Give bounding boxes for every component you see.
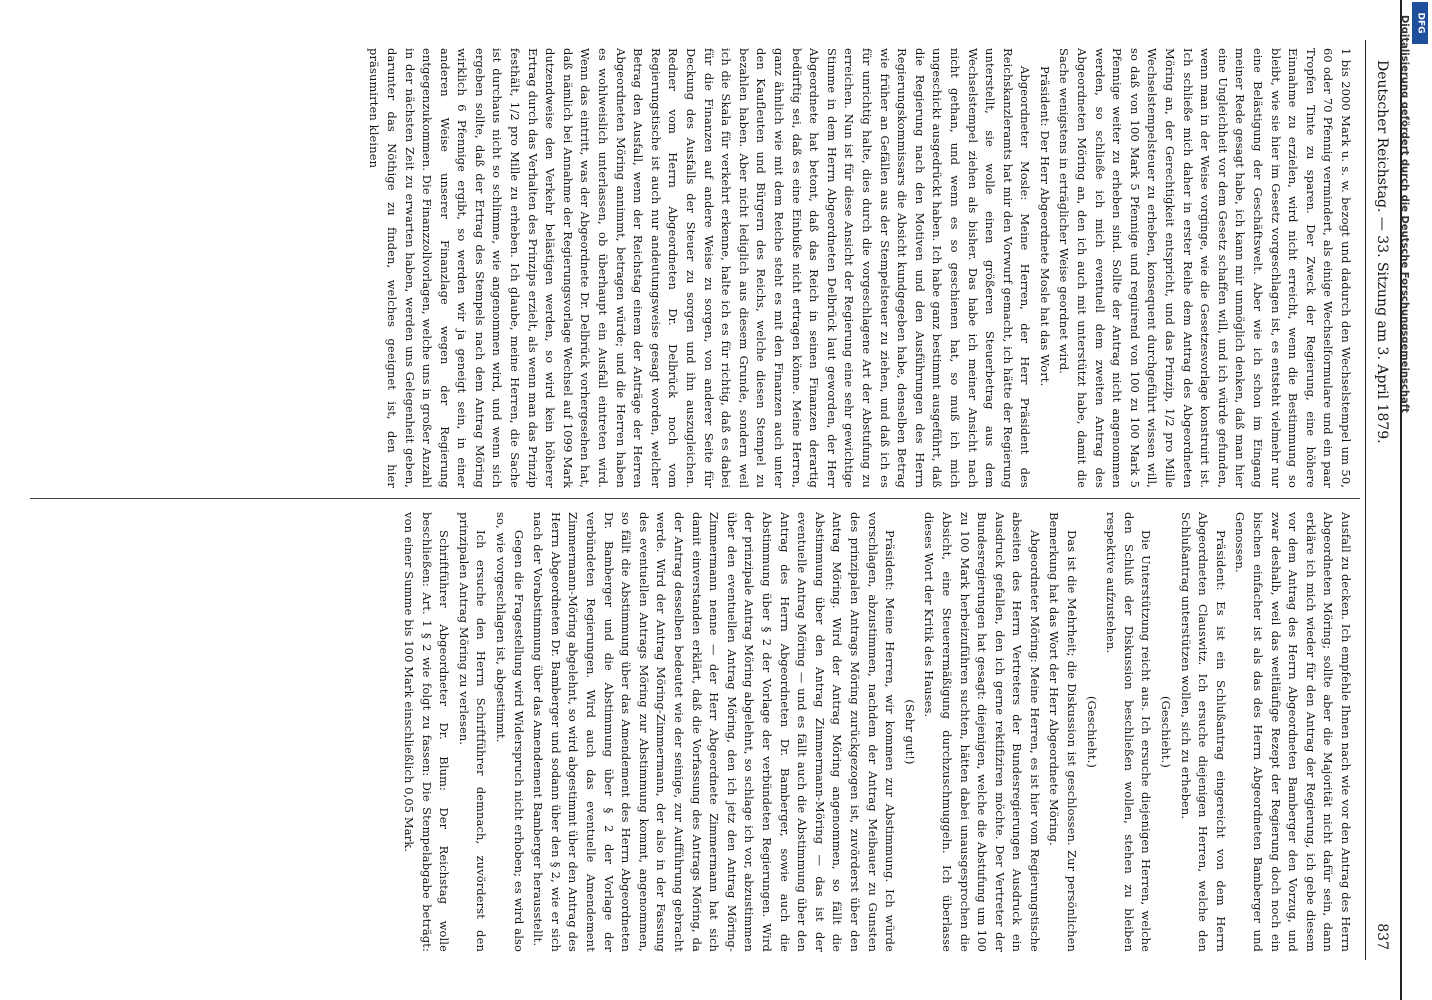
paragraph: Die Unterstützung reicht aus. Ich ersuche diejenigen Herren, welche den Schluß der Diskussion beschließen wollen, stehen zu bleiben respektive aufzustehen. xyxy=(1104,512,1154,952)
paragraph: Abgeordneter Mosle: Meine Herren, der Herr Präsident des Reichskanzleramts hat mir den Vorwurf gemacht, ich hätte der Regierung unterstellt, sie wolle einen größeren Steuerbetrag aus dem Wechselstempel ziehen als bisher. Das habe ich meiner Ansicht nach nicht gethan, und wenn es so geschienen hat, so muß ich mich ungeschickt ausgedrückt haben. Ich habe ganz bestimmt ausgeführt, daß die Regierung nach den Motiven und den Ausführungen des Herrn Regierungskommissars die Absicht kundgegeben habe, denselben Betrag wie früher an Gefällen aus der Stempelsteuer zu ziehen, und daß ich es für unrichtig halte, dies durch die vorgeschlagene Art der Abstufung zu erreichen. Nun ist für diese Ansicht der Regierung eine sehr gewichtige Stimme in dem Herrn Abgeordneten Delbrück laut geworden, der Herr Abgeordnete hat betont, daß das Reich in seinen Finanzen derartig bedürftig sei, daß es eine Einbuße nicht ertragen könne. Meine Herren, ganz ähnlich wie mit dem Reiche steht es mit den Finanzen auch unter den Kaufleuten und Bürgern des Reichs, welche diesen Stempel zu bezahlen haben. Aber nicht lediglich aus diesem Grunde, sondern weil ich die Skala für verkehrt erkenne, halte ich es für richtig, daß es dabei für die Finanzen auf andere Weise zu sorgen, von anderer Seite für Deckung des Ausfalls der Steuer zu sorgen und ihn auszugleichen. Redner vom Herrn Abgeordneten Dr. Delbrück noch vom Regierungstische ist auch nur andeutungsweise gesagt worden, welcher Betrag den Ausfall, wenn der Reichstag einem der Anträge der Herren Abgeordneten Möring annimmt, betragen würde; und die Herren haben es wohlweislich unterlassen, ob überhaupt ein Ausfall eintreten wird. Wenn das eintritt, was der Abgeordnete Dr. Delbrück vorhergesehen hat, daß nämlich bei Annahme der Regierungsvorlage Wechsel auf 1099 Mark dutzendweise den Verkehr belästigen werden, so wird kein höherer Ertrag durch das Verhalten des Prinzips erzielt, als wenn man das Prinzip festhält, 1/2 pro Mille zu erheben. Ich glaube, meine Herren, die Sache ist durchaus nicht so schlimme, wie angenommen wird, und wenn sich ergeben sollte, daß der Ertrag des Stempels nach dem Antrag Möring wirklich 6 Pfennige ergibt, so werden wir ja geneigt sein, in einer anderen Weise unserer Finanzlage wegen der Regierung entgegenzukommen. Die Finanzzollvorlagen, welche uns in großer Anzahl in der nächsten Zeit zu erwarten haben, werden uns Gelegenheit geben, darunter das Nöthige zu finden, welches geeignet ist, den hier präsumirten kleinen xyxy=(367,48,1033,488)
dfg-logo: DFG xyxy=(1412,2,1428,44)
paragraph: Präsident: Es ist ein Schlußantrag eingereicht von dem Herrn Abgeordneten Clauswitz. Ich ersuche diejenigen Herren, welche den Schlußantrag unterstützen wollen, sich zu erheben. xyxy=(1178,512,1228,952)
paragraph: Präsident: Meine Herren, wir kommen zur Abstimmung. Ich würde vorschlagen, abzustimmen, nachdem der Antrag Meibauer zu Gunsten des prinzipalen Antrags Möring zurückgezogen ist, zuvörderst über den Antrag Möring. Wird der Antrag Möring angenommen, so fällt die Abstimmung über den Antrag Zimmermann-Möring — das ist der eventuelle Antrag Möring — und es fällt auch die Abstimmung über den Antrag des Herrn Abgeordneten Dr. Bamberger, sowie auch die Abstimmung über § 2 der Vorlage der verbündeten Regierungen. Wird der prinzipale Antrag Möring abgelehnt, so schlage ich vor, abzustimmen über den eventuellen Antrag Möring, den ich jetz den Antrag Möring-Zimmermann nenne — der Herr Abgeordnete Zimmermann hat sich damit einverstanden erklärt, daß die Vorfassung des Antrags Möring, da der Antrag desselben bedeutet wie der seinige, zur Aufführung gebracht werde. Wird der Antrag Möring-Zimmermann, der also in der Fassung des eventuellen Antrags Möring zur Abstimmung kommt, angenommen, so fällt die Abstimmung über das Amendement des Herrn Abgeordneten Dr. Bamberger und die Abstimmung über § 2 der Vorlage der verbündeten Regierungen. Wird auch das eventuelle Amendement Zimmermann-Möring abgelehnt, so wird abgestimmt über den Antrag des Herrn Abgeordneten Dr. Bamberger und sodann über den § 2, wie er sich nach der Vorabstimmung über das Amendement Bamberger herausstellt. xyxy=(531,512,898,952)
paragraph: 1 bis 2000 Mark u. s. w. bezogt und dadurch den Wechselstempel um 50, 60 oder 70 Pfennig vermindert, als einige Wechselformulare und ein paar Tropfen Tinte zu sparen. Der Zweck der Regierung, eine höhere Einnahme zu erzielen, wird nicht erreicht, wenn die Bestimmung so bleibt, wie sie hier im Gesetz vorgeschlagen ist, es entsteht vielmehr nur eine Belästigung der Geschäftswelt. Aber wie ich schon im Eingang meiner Rede gesagt habe, ich kann mir unmöglich denken, daß man hier eine Ungleichheit vor dem Gesetz schaffen will, und ich würde gefunden, wenn man in der Weise vorginge, wie die Gesetzesvorlage konstruirt ist. Ich schließe mich daher in erster Reihe dem Antrag des Abgeordneten Möring an, der Gerechtigkeit entspricht, und das Prinzip, 1/2 pro Mille Wechselstempelsteuer zu erheben, konsequent durchgeführt wissen will, so daß von 100 Mark 5 Pfennige und reguirend von 100 zu 100 Mark 5 Pfennige weiter zu erheben sind. Sollte der Antrag nicht angenommen werden, so schließe ich mich eventuell dem zweiten Antrag des Abgeordneten Möring an, den ich auch mit unterstützt habe, damit die Sache wenigstens in erträglicher Weise geordnet wird. xyxy=(1057,48,1353,488)
page-header xyxy=(1365,40,1396,960)
page-number: 837 xyxy=(1374,923,1390,950)
paragraph: Ausfall zu decken. Ich empfehle Ihnen nach wie vor den Antrag des Herrn Abgeordneten Möring; sollte aber die Majorität nicht dafür sein, dann erkläre ich mich wieder für den Antrag der Regierung, ich gebe diesem vor dem Antrag des Herrn Abgeordneten Bamberger den Vorzug, und zwar deshalb, weil das weitläufige Rezept der Regierung doch noch ein bischen einfacher ist als das des Herrn Abgeordneten Bamberger und Genossen. xyxy=(1233,512,1353,952)
paragraph: (Geschieht.) xyxy=(1159,695,1174,768)
rotated-document xyxy=(16,40,1396,960)
digitization-credit: Digitalisierung gefördert durch die Deutsche Forschungsgemeinschaft xyxy=(1399,15,1410,413)
paragraph: Das ist die Mehrheit; die Diskussion ist geschlossen. Zur persönlichen Bemerkung hat das Wort der Herr Abgeordnete Möring. xyxy=(1047,512,1080,952)
paragraph: Ich ersuche den Herrn Schriftführer demnach, zuvörderst den prinzipalen Antrag Möring zu verlesen. xyxy=(456,512,489,952)
paragraph: Präsident: Der Herr Abgeordnete Mosle hat das Wort. xyxy=(1037,66,1052,387)
column-divider xyxy=(30,498,1360,499)
left-column xyxy=(363,48,1354,488)
paragraph: Gegen die Fragestellung wird Widerspruch nicht erhoben; es wird also so, wie vorgeschlagen ist, abgestimmt. xyxy=(494,512,526,952)
paragraph: (Sehr gut!) xyxy=(902,699,917,765)
paragraph: Abgeordneter Möring: Meine Herren, es ist hier vom Regierungstische abseiten des Herrn Vertreters der Bundesregierungen Ausdruck ein Ausdruck gefallen, den ich gerne rektifiziren möchte. Der Vertreter der Bundesregierungen hat gesagt: diejenigen, welche die Abstufung um 100 zu 100 Mark herbeizuführen suchten, hätten dabei unausgesprochen die Absicht, eine Steuerermäßigung durchzuschmuggeln. Ich überlasse dieses Wort der Kritik des Hauses. xyxy=(922,512,1042,952)
paragraph: (Geschieht.) xyxy=(1084,695,1099,768)
header-title: Deutscher Reichstag. — 33. Sitzung am 3. April 1879. xyxy=(1374,60,1390,444)
paragraph: Schriftführer Abgeordneter Dr. Blum: Der Reichstag wolle beschließen: Art. 1 § 2 wie folgt zu fassen: Die Stempelabgabe beträgt: von einer Summe bis 100 Mark einschließlich 0,05 Mark. xyxy=(402,512,452,952)
right-column xyxy=(398,512,1354,952)
